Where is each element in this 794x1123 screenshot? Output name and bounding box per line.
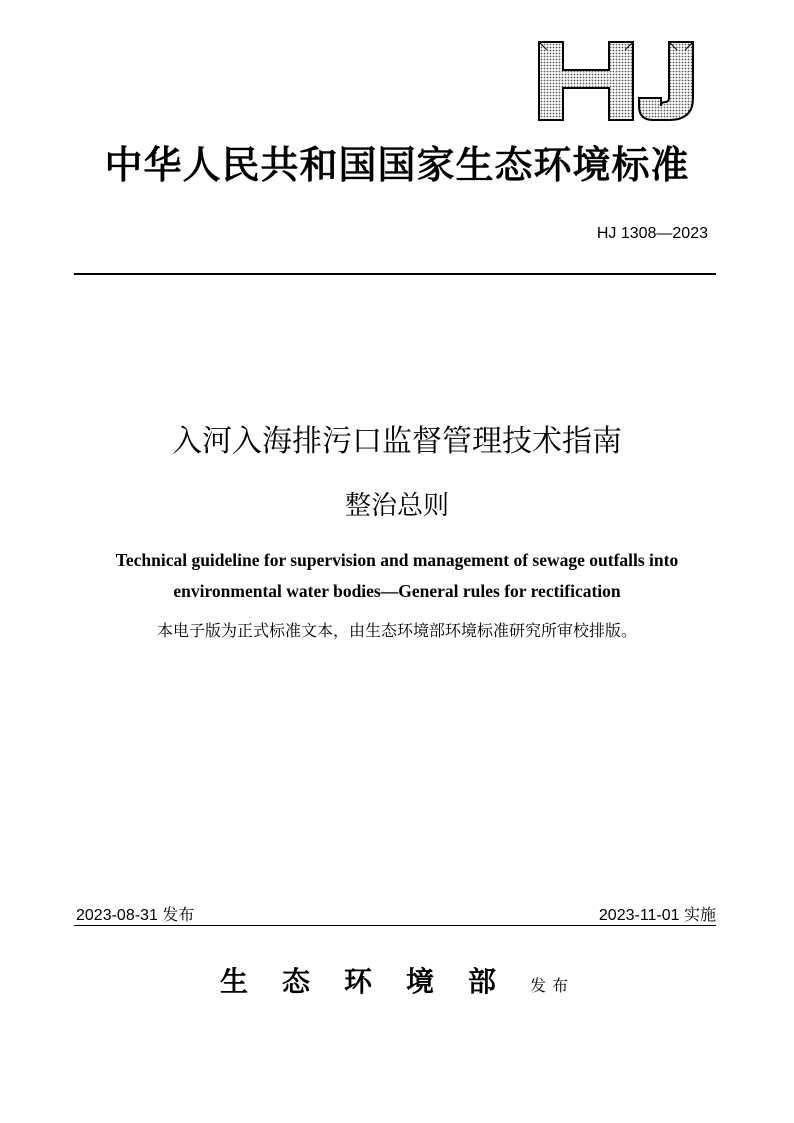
title-english-line-1: Technical guideline for supervision and management of sewage outfalls into <box>115 550 679 570</box>
publisher-suffix: 发布 <box>530 976 575 995</box>
issue-date: 2023-08-31 发布 <box>76 907 195 924</box>
title-english <box>60 545 734 607</box>
subtitle-chinese: 整治总则 <box>344 491 449 521</box>
bottom-divider <box>74 925 716 926</box>
publisher <box>0 960 794 1008</box>
top-divider <box>74 273 716 275</box>
publisher-name: 生态环境部 <box>219 965 530 998</box>
implementation-date: 2023-11-01 实施 <box>598 907 716 924</box>
title-english-line-2: environmental water bodies—General rules for rectification <box>173 581 621 601</box>
hj-logo <box>537 40 695 122</box>
org-title: 中华人民共和国国家生态环境标准 <box>104 142 690 187</box>
standard-number: HJ 1308—2023 <box>596 225 708 242</box>
title-chinese: 入河入海排污口监督管理技术指南 <box>172 424 622 459</box>
edition-note: 本电子版为正式标准文本，由生态环境部环境标准研究所审校排版。 <box>156 621 637 640</box>
